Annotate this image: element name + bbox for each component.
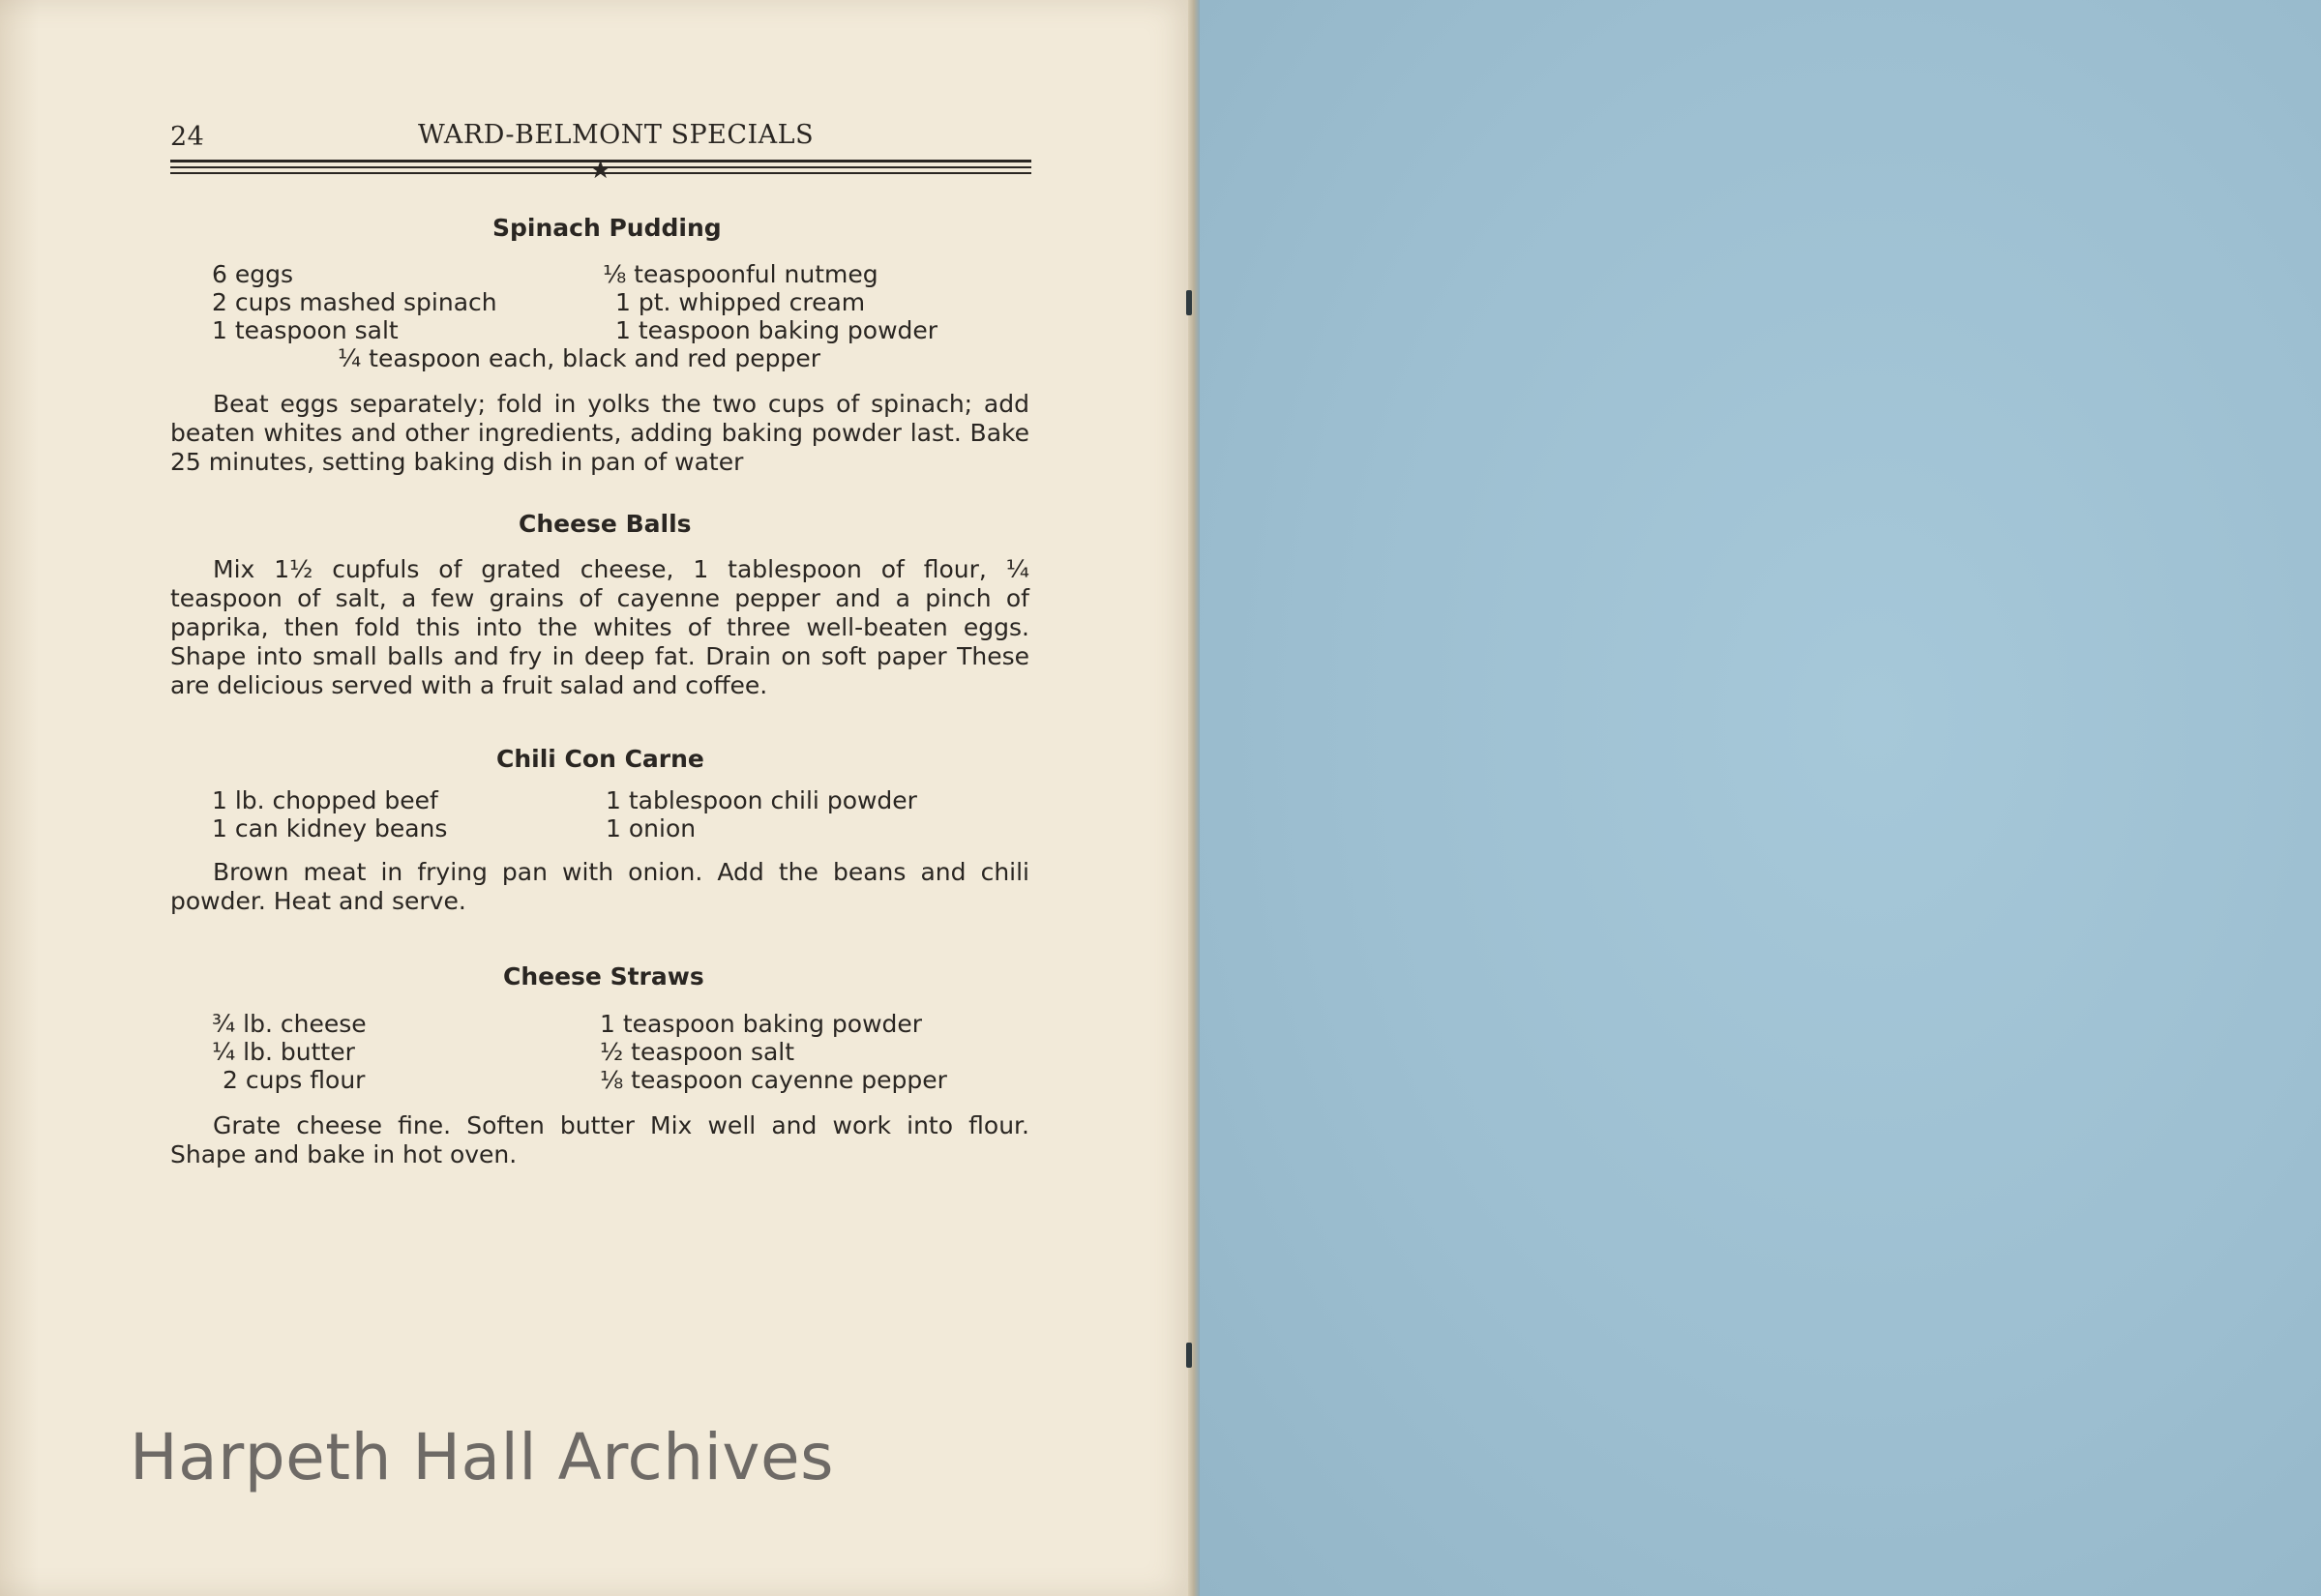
ingredient: 1 lb. chopped beef (212, 786, 438, 814)
recipe-directions-chili-con-carne: Brown meat in frying pan with onion. Add the beans and chili powder. Heat and serve. (170, 858, 1029, 915)
ingredient: 6 eggs (212, 260, 293, 288)
recipe-title-cheese-straws: Cheese Straws (503, 962, 704, 990)
ingredient: 1 pt. whipped cream (615, 288, 866, 316)
ingredient: 1 teaspoon baking powder (600, 1010, 923, 1038)
page-number: 24 (170, 122, 205, 152)
recipe-title-cheese-balls: Cheese Balls (519, 510, 692, 538)
blue-cover-page (1200, 0, 2321, 1596)
ingredient: ¼ lb. butter (212, 1038, 355, 1066)
recipe-title-chili-con-carne: Chili Con Carne (496, 745, 704, 773)
ingredient: ¼ teaspoon each, black and red pepper (338, 344, 820, 372)
recipe-directions-spinach-pudding: Beat eggs separately; fold in yolks the two cups of spinach; add beaten whites and other ingredients, adding baking powder last. Bake 25 minutes, setting baking dish in pan of water (170, 390, 1029, 476)
ingredient: ⅛ teaspoonful nutmeg (603, 260, 878, 288)
staple-bottom (1186, 1343, 1192, 1368)
ingredient: ⅛ teaspoon cayenne pepper (600, 1066, 947, 1094)
star-ornament-icon: ★ (589, 156, 612, 185)
running-title: WARD-BELMONT SPECIALS (418, 120, 815, 150)
ingredient: ¾ lb. cheese (212, 1010, 367, 1038)
ingredient: 1 teaspoon salt (212, 316, 399, 344)
recipe-title-spinach-pudding: Spinach Pudding (492, 214, 722, 242)
ingredient: 1 teaspoon baking powder (615, 316, 938, 344)
ingredient: 1 can kidney beans (212, 814, 448, 842)
staple-top (1186, 290, 1192, 315)
recipe-directions-cheese-straws: Grate cheese fine. Soften butter Mix well and work into flour. Shape and bake in hot oven. (170, 1111, 1029, 1168)
ingredient: 1 onion (606, 814, 697, 842)
ingredient: ½ teaspoon salt (600, 1038, 795, 1066)
ingredient: 2 cups mashed spinach (212, 288, 497, 316)
ingredient: 2 cups flour (223, 1066, 366, 1094)
recipe-directions-cheese-balls: Mix 1½ cupfuls of grated cheese, 1 tablespoon of flour, ¼ teaspoon of salt, a few grains of cayenne pepper and a pinch of paprika, then fold this into the whites of three well-beaten eggs. Shape into small balls and fry in deep fat. Drain on soft paper These are delicious served with a fruit salad and coffee. (170, 555, 1029, 699)
archive-watermark: Harpeth Hall Archives (130, 1420, 834, 1494)
ingredient: 1 tablespoon chili powder (606, 786, 917, 814)
